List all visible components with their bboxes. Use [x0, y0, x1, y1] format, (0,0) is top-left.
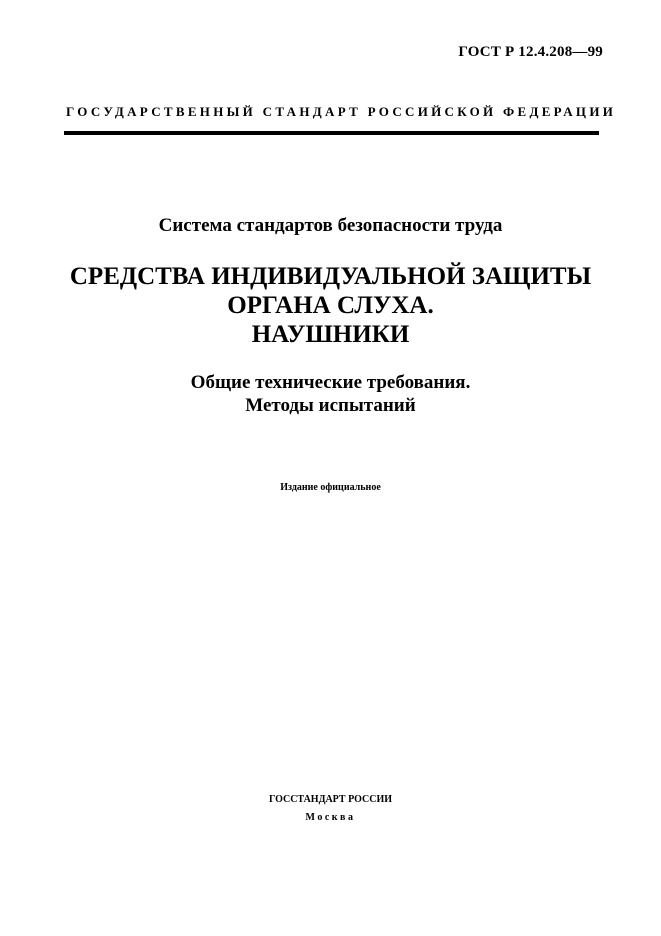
subtitle-line: Общие технические требования.: [190, 372, 471, 393]
main-title-line: СРЕДСТВА ИНДИВИДУАЛЬНОЙ ЗАЩИТЫ: [69, 263, 592, 290]
subtitle: [0, 371, 661, 417]
edition-note: Издание официальное: [280, 482, 381, 493]
subtitle-line: Методы испытаний: [245, 395, 416, 416]
agency-header: ГОСУДАРСТВЕННЫЙ СТАНДАРТ РОССИЙСКОЙ ФЕДЕРАЦИИ: [66, 104, 617, 119]
publisher: ГОССТАНДАРТ РОССИИ: [268, 794, 393, 805]
main-title-line: НАУШНИКИ: [251, 321, 410, 348]
series-title: Система стандартов безопасности труда: [158, 215, 503, 236]
publication-city: Москва: [305, 812, 356, 823]
document-number: ГОСТ Р 12.4.208—99: [458, 44, 603, 60]
main-title-line: ОРГАНА СЛУХА.: [227, 292, 434, 319]
main-title: [0, 262, 661, 349]
header-divider: [64, 131, 599, 135]
